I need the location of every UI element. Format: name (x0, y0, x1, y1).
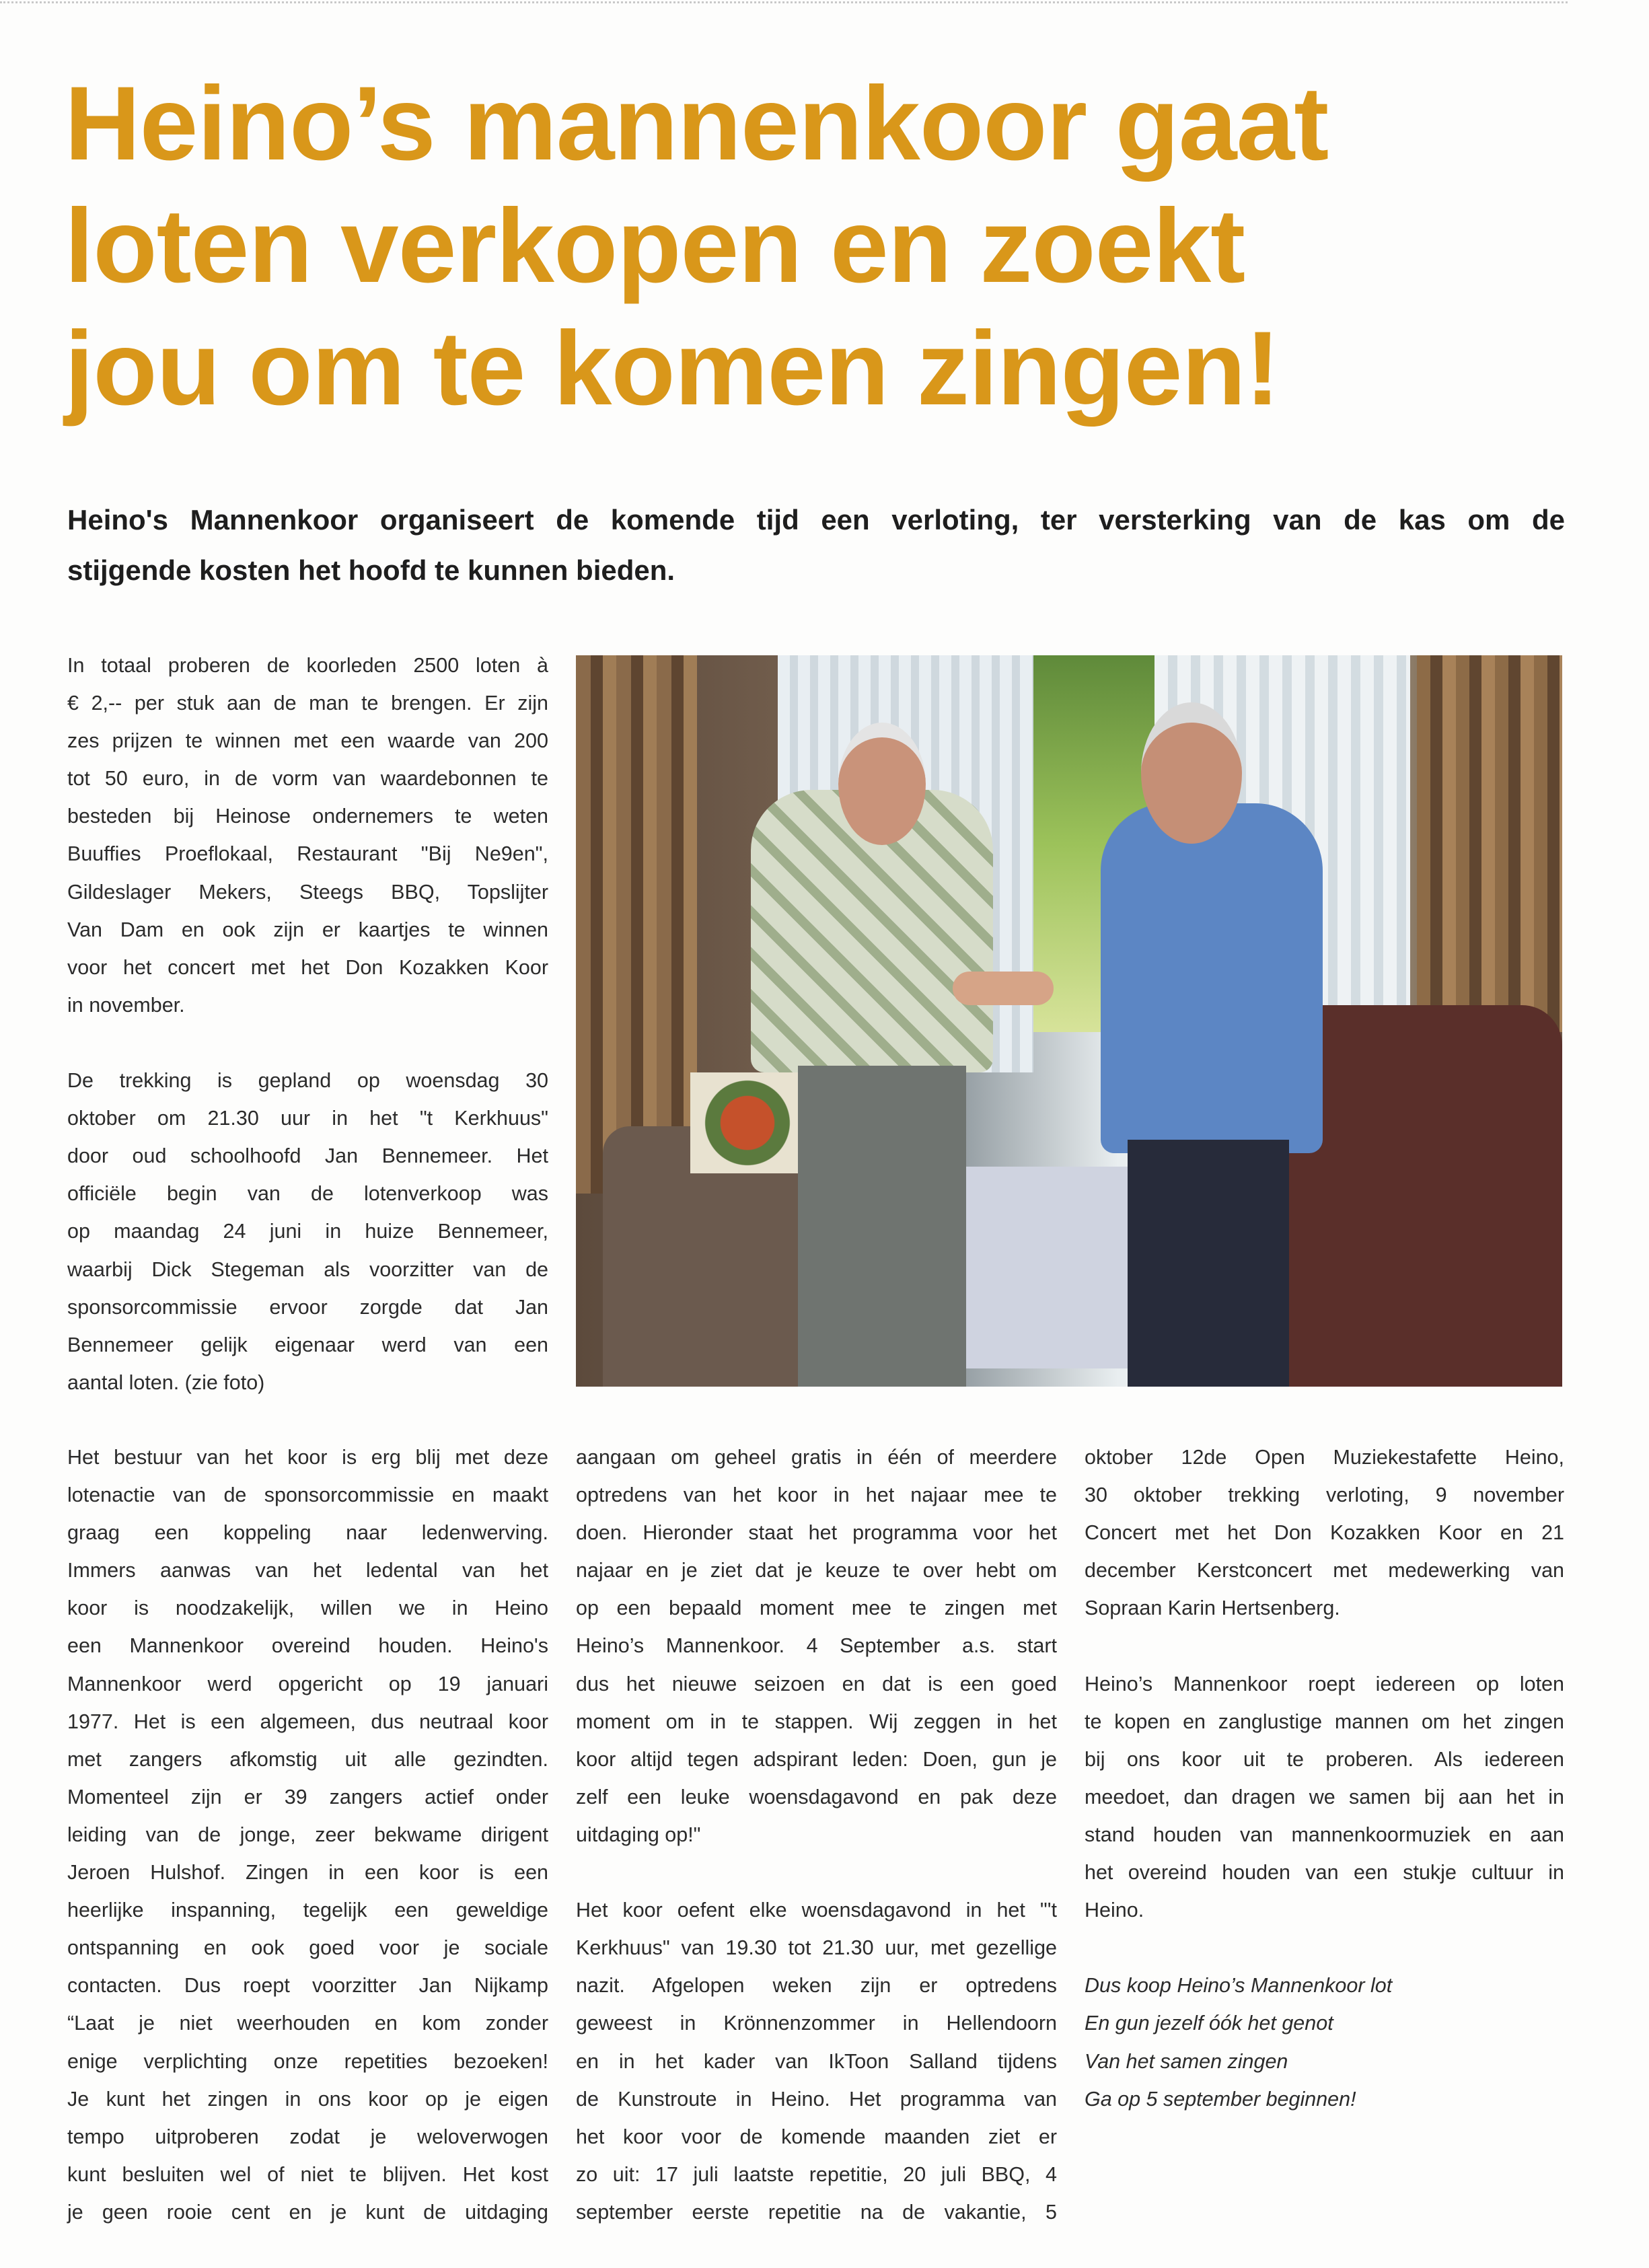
text-line: aangaan om geheel gratis in één of meerdere (576, 1446, 1057, 1469)
text-line: sponsorcommissie ervoor zorgde dat Jan (67, 1295, 548, 1319)
text-line: Van Dam en ook zijn er kaartjes te winnen (67, 918, 548, 941)
text-line: zo uit: 17 juli laatste repetitie, 20 juli BBQ, 4 (576, 2162, 1057, 2186)
text-line: kunt besluiten wel of niet te blijven. Het kost (67, 2162, 548, 2186)
text-line: geweest in Krönnenzommer in Hellendoorn (576, 2012, 1057, 2035)
text-line: ontspanning en ook goed voor je sociale (67, 1936, 548, 1960)
text-line: bij ons koor uit te proberen. Als iedereen (1085, 1747, 1564, 1771)
text-line: het overeind houden van een stukje cultuur in (1085, 1861, 1564, 1885)
text-line: Jeroen Hulshof. Zingen in een koor is een (67, 1861, 548, 1885)
text-line: nazit. Afgelopen weken zijn er optredens (576, 1974, 1057, 1998)
text-line: officiële begin van de lotenverkoop was (67, 1182, 548, 1206)
text-line: waarbij Dick Stegeman als voorzitter van de (67, 1257, 548, 1281)
text-line: 1977. Het is een algemeen, dus neutraal koor (67, 1710, 548, 1733)
man-right-shirt (1101, 803, 1323, 1153)
text-line: stand houden van mannenkoormuziek en aan (1085, 1823, 1564, 1846)
man-left-head (838, 723, 926, 845)
text-line: dus het nieuwe seizoen en dat is een goed (576, 1672, 1057, 1695)
text-line: zelf een leuke woensdagavond en pak deze (576, 1785, 1057, 1808)
text-line: leiding van de jonge, zeer bekwame dirigent (67, 1823, 548, 1846)
title-line: loten verkopen en zoekt (65, 188, 1245, 305)
title-line: Heino’s mannenkoor gaat (65, 65, 1329, 182)
text-line: een Mannenkoor overeind houden. Heino's (67, 1634, 548, 1658)
text-line: contacten. Dus roept voorzitter Jan Nijkamp (67, 1974, 548, 1998)
man-left-trousers (798, 1066, 966, 1387)
text-line: oktober om 21.30 uur in het "t Kerkhuus" (67, 1107, 548, 1130)
text-line: doen. Hieronder staat het programma voor het (576, 1521, 1057, 1545)
text-line: Gildeslager Mekers, Steegs BBQ, Topslijter (67, 880, 548, 904)
left-curtain (576, 655, 697, 1194)
text-line: Mannenkoor werd opgericht op 19 januari (67, 1672, 548, 1695)
text-line: € 2,-- per stuk aan de man te brengen. Er zijn (67, 692, 548, 715)
paragraph (67, 647, 548, 1024)
paragraph-gap (1085, 1627, 1564, 1665)
text-line: Ga op 5 september beginnen! (1085, 2087, 1356, 2111)
paragraph-gap (67, 1024, 548, 1062)
hands-lottery-tickets (953, 972, 1054, 1005)
text-line: met zangers afkomstig uit alle gezindten. (67, 1747, 548, 1771)
text-line: tempo uitproberen zodat je weloverwogen (67, 2125, 548, 2148)
text-line: Bennemeer gelijk eigenaar werd van een (67, 1333, 548, 1356)
text-line: Het koor oefent elke woensdagavond in het "'t (576, 1899, 1057, 1922)
text-line: Concert met het Don Kozakken Koor en 21 (1085, 1521, 1564, 1545)
text-line: de Kunstroute in Heino. Het programma van (576, 2087, 1057, 2111)
text-line: “Laat je niet weerhouden en kom zonder (67, 2012, 548, 2035)
lead-line: stijgende kosten het hoofd te kunnen bieden. (67, 554, 675, 586)
text-line: zes prijzen te winnen met een waarde van 200 (67, 729, 548, 753)
paragraph (576, 1438, 1057, 1854)
text-line: Momenteel zijn er 39 zangers actief onder (67, 1785, 548, 1808)
text-line: voor het concert met het Don Kozakken Koor (67, 955, 548, 979)
text-line: Immers aanwas van het ledental van het (67, 1559, 548, 1582)
paragraph (1085, 1438, 1564, 1627)
text-line: In totaal proberen de koorleden 2500 loten à (67, 654, 548, 677)
paragraph (576, 1891, 1057, 2231)
column-1 (67, 1438, 548, 2231)
text-line: koor is noodzakelijk, willen we in Heino (67, 1597, 548, 1620)
paragraph-gap (1085, 1929, 1564, 1967)
article-title (65, 63, 1612, 430)
closing-verse (1085, 1967, 1564, 2117)
text-line: en in het kader van IkToon Salland tijdens (576, 2049, 1057, 2073)
text-line: Dus koop Heino’s Mannenkoor lot (1085, 1974, 1393, 1998)
text-line: september eerste repetitie na de vakantie, 5 (576, 2200, 1057, 2224)
lead-line: Heino's Mannenkoor organiseert de komende tijd een verloting, ter versterking van de kas om de (67, 504, 1565, 536)
text-line: En gun jezelf óók het genot (1085, 2012, 1333, 2035)
text-line: het koor voor de komende maanden ziet er (576, 2125, 1057, 2148)
text-line: optredens van het koor in het najaar mee te (576, 1484, 1057, 1507)
text-line: Sopraan Karin Hertsenberg. (1085, 1597, 1340, 1620)
column-1-top (67, 647, 548, 1401)
paragraph (67, 1438, 548, 2231)
text-line: enige verplichting onze repetities bezoeken! (67, 2049, 548, 2073)
text-line: Van het samen zingen (1085, 2049, 1288, 2073)
armchair-right (1282, 1005, 1562, 1387)
text-line: Heino. (1085, 1899, 1144, 1922)
text-line: Heino’s Mannenkoor roept iedereen op loten (1085, 1672, 1564, 1695)
man-right-trousers (1128, 1140, 1289, 1387)
column-3 (1085, 1438, 1564, 2118)
text-line: Het bestuur van het koor is erg blij met deze (67, 1446, 548, 1469)
text-line: je geen rooie cent en je kunt de uitdaging (67, 2200, 548, 2224)
page-top-divider (0, 1, 1568, 3)
text-line: te kopen en zanglustige mannen om het zingen (1085, 1710, 1564, 1733)
text-line: koor altijd tegen adspirant leden: Doen, gun je (576, 1747, 1057, 1771)
article-lead (67, 495, 1565, 595)
text-line: tot 50 euro, in de vorm van waardebonnen te (67, 767, 548, 791)
text-line: De trekking is gepland op woensdag 30 (67, 1069, 548, 1093)
text-line: aantal loten. (zie foto) (67, 1370, 265, 1394)
text-line: najaar en je ziet dat je keuze te over hebt om (576, 1559, 1057, 1582)
text-line: besteden bij Heinose ondernemers te weten (67, 805, 548, 828)
article-photo (576, 655, 1562, 1387)
text-line: meedoet, dan dragen we samen bij aan het in (1085, 1785, 1564, 1808)
text-line: 30 oktober trekking verloting, 9 november (1085, 1484, 1564, 1507)
paragraph (67, 1062, 548, 1401)
text-line: december Kerstconcert met medewerking van (1085, 1559, 1564, 1582)
text-line: Heino’s Mannenkoor. 4 September a.s. start (576, 1634, 1057, 1658)
paragraph (1085, 1665, 1564, 1930)
cushion (690, 1072, 805, 1173)
text-line: uitdaging op!" (576, 1823, 701, 1846)
text-line: lotenactie van de sponsorcommissie en maakt (67, 1484, 548, 1507)
text-line: op een bepaald moment mee te zingen met (576, 1597, 1057, 1620)
text-line: Kerkhuus" van 19.30 tot 21.30 uur, met gezellige (576, 1936, 1057, 1960)
text-line: door oud schoolhoofd Jan Bennemeer. Het (67, 1144, 548, 1168)
title-line: jou om te komen zingen! (65, 310, 1280, 427)
text-line: heerlijke inspanning, tegelijk een geweldige (67, 1899, 548, 1922)
column-2 (576, 1438, 1057, 2231)
text-line: Buuffies Proeflokaal, Restaurant "Bij Ne9en", (67, 842, 548, 866)
text-line: in november. (67, 993, 185, 1017)
man-right-head (1141, 702, 1242, 844)
text-line: moment om in te stappen. Wij zeggen in het (576, 1710, 1057, 1733)
text-line: Je kunt het zingen in ons koor op je eigen (67, 2087, 548, 2111)
text-line: oktober 12de Open Muziekestafette Heino, (1085, 1446, 1564, 1469)
paragraph-gap (576, 1854, 1057, 1891)
right-curtain (1417, 655, 1562, 1032)
text-line: graag een koppeling naar ledenwerving. (67, 1521, 548, 1545)
text-line: op maandag 24 juni in huize Bennemeer, (67, 1220, 548, 1243)
